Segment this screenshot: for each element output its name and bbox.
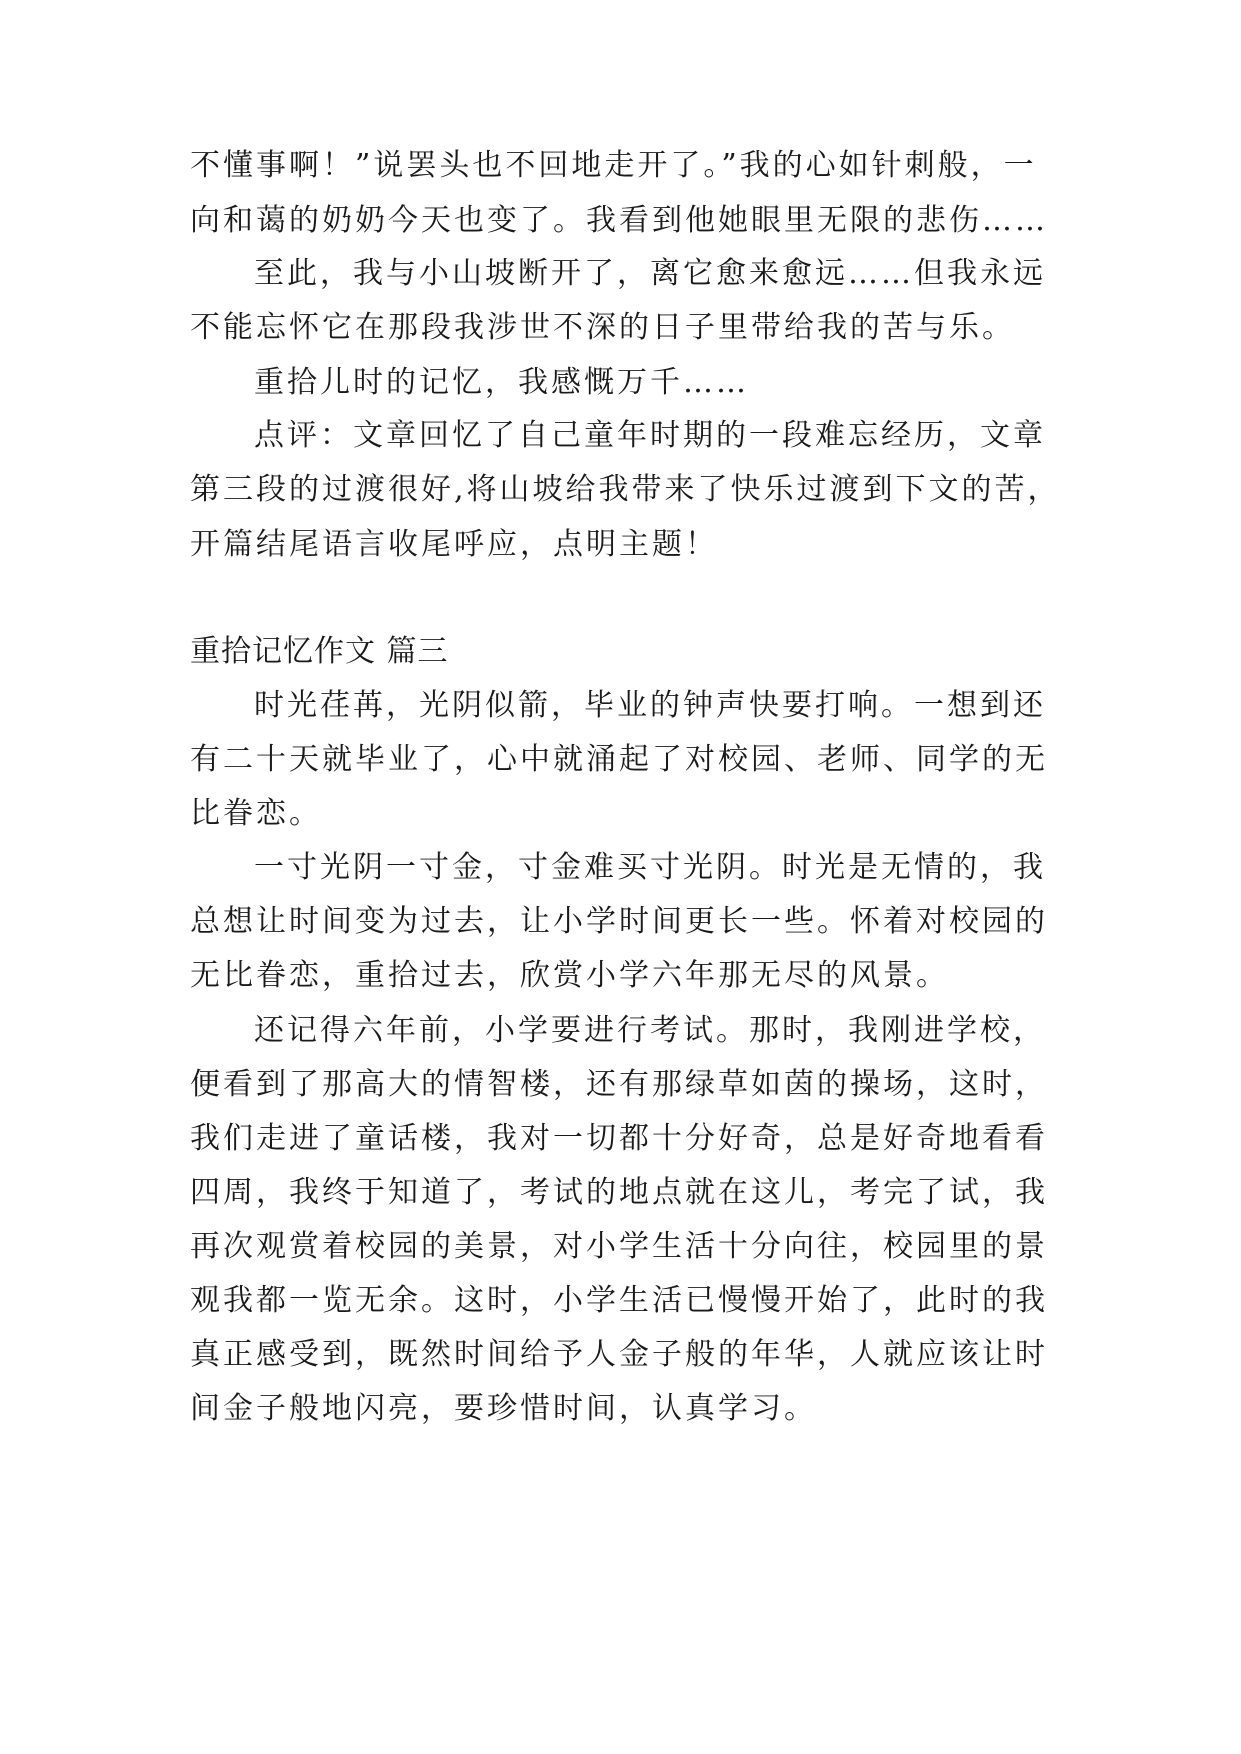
text-line: 便看到了那高大的情智楼，还有那绿草如茵的操场，这时，	[190, 1067, 1048, 1102]
comment-line: 第三段的过渡很好,将山坡给我带来了快乐过渡到下文的苦，	[190, 472, 1061, 507]
text-line: 一寸光阴一寸金，寸金难买寸光阴。时光是无情的，我	[254, 850, 1046, 885]
text-line: 不懂事啊！”说罢头也不回地走开了。”我的心如针刺般，一	[190, 148, 1037, 183]
section-heading: 重拾记忆作文 篇三	[190, 634, 449, 669]
text-line: 至此，我与小山坡断开了，离它愈来愈远……但我永远	[254, 256, 1046, 291]
text-line: 四周，我终于知道了，考试的地点就在这儿，考完了试，我	[190, 1175, 1048, 1210]
text-line: 向和蔼的奶奶今天也变了。我看到他她眼里无限的悲伤……	[190, 203, 1048, 238]
text-line: 时光荏苒，光阴似箭，毕业的钟声快要打响。一想到还	[254, 688, 1046, 723]
text-line: 观我都一览无余。这时，小学生活已慢慢开始了，此时的我	[190, 1283, 1048, 1318]
text-line: 不能忘怀它在那段我涉世不深的日子里带给我的苦与乐。	[190, 310, 1015, 345]
comment-line: 点评：文章回忆了自己童年时期的一段难忘经历，文章	[254, 418, 1046, 453]
comment-line: 开篇结尾语言收尾呼应，点明主题！	[190, 527, 718, 562]
text-line: 我们走进了童话楼，我对一切都十分好奇，总是好奇地看看	[190, 1121, 1048, 1156]
text-line: 无比眷恋，重拾过去，欣赏小学六年那无尽的风景。	[190, 958, 949, 993]
text-line: 比眷恋。	[190, 796, 322, 831]
text-line: 总想让时间变为过去，让小学时间更长一些。怀着对校园的	[190, 904, 1048, 939]
text-line: 再次观赏着校园的美景，对小学生活十分向往，校园里的景	[190, 1229, 1048, 1264]
text-line: 间金子般地闪亮，要珍惜时间，认真学习。	[190, 1391, 817, 1426]
text-line: 还记得六年前，小学要进行考试。那时，我刚进学校，	[254, 1013, 1046, 1048]
text-line: 真正感受到，既然时间给予人金子般的年华，人就应该让时	[190, 1337, 1048, 1372]
text-line: 有二十天就毕业了，心中就涌起了对校园、老师、同学的无	[190, 742, 1048, 777]
text-line: 重拾儿时的记忆，我感慨万千……	[254, 365, 749, 400]
